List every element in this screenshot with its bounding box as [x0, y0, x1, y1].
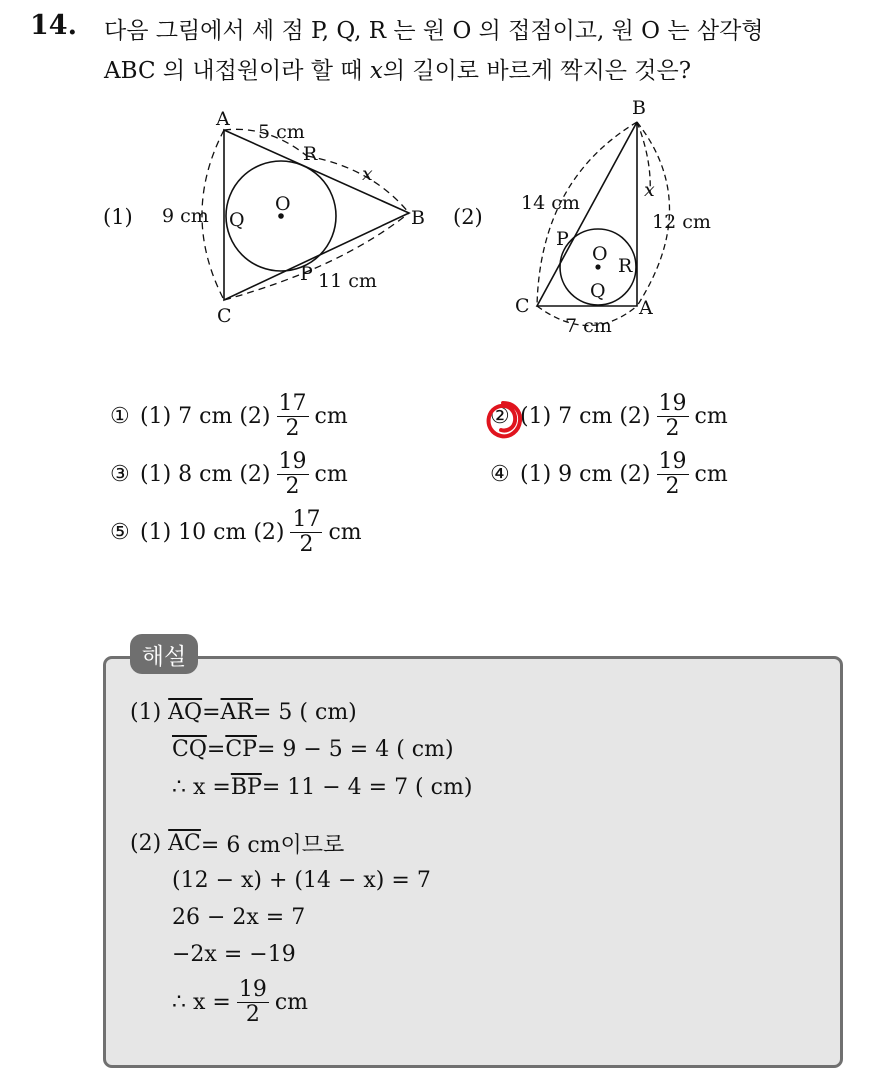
- fig2-label-O: O: [592, 243, 608, 265]
- question-number: 14.: [30, 10, 77, 41]
- option-5[interactable]: [110, 508, 362, 557]
- solution-line-1-3: ∴ x = $\overline{BP}$ = 11 − 4 = 7 ( cm): [172, 775, 473, 800]
- fig2-label-P: P: [556, 228, 569, 250]
- solution-line-2-4: −2x = −19: [172, 942, 296, 967]
- fig1-label-P: P: [300, 263, 313, 285]
- solution-line-2-5: ∴ x = $\frac{19}{2}$ cm: [172, 977, 309, 1027]
- answer-circle-mark: [481, 398, 525, 442]
- fig2-label-A: A: [639, 297, 653, 319]
- fig2-length-BC: 14 cm: [521, 192, 580, 214]
- solution-line-1-2: $\overline{CQ}$ = $\overline{CP}$ = 9 − 5 = 4 ( cm): [172, 737, 454, 762]
- option-5-fraction: $\frac{17}{2}$: [292, 507, 321, 557]
- option-4-unit: cm: [694, 462, 728, 487]
- fig2-length-x: x: [644, 179, 655, 201]
- question-text-line1: 다음 그림에서 세 점 P, Q, R 는 원 O 의 접점이고, 원 O 는 삼각형: [104, 18, 764, 44]
- option-3-fraction: $\frac{19}{2}$: [278, 449, 307, 499]
- option-1-unit: cm: [314, 404, 348, 429]
- option-4-text: (1) 9 cm (2): [520, 462, 651, 487]
- fig1-length-AR: 5 cm: [258, 121, 305, 143]
- fig1-length-CB: 11 cm: [318, 270, 377, 292]
- fig1-length-AC: 9 cm: [162, 205, 209, 227]
- fig1-label-R: R: [303, 143, 318, 165]
- question-text-suffix: 의 길이로 바르게 짝지은 것은?: [382, 58, 692, 84]
- option-1[interactable]: [110, 392, 348, 441]
- option-3-unit: cm: [314, 462, 348, 487]
- option-2[interactable]: [490, 392, 728, 441]
- fig2-label-B: B: [632, 97, 646, 119]
- question-variable: x: [369, 58, 383, 84]
- solution-line-1-1: (1) $\overline{AQ}$ = $\overline{AR}$ = 5 ( cm): [130, 700, 357, 725]
- option-3-text: (1) 8 cm (2): [140, 462, 271, 487]
- fig2-label-R: R: [618, 255, 633, 277]
- option-1-fraction: $\frac{17}{2}$: [278, 391, 307, 441]
- option-5-unit: cm: [328, 520, 362, 545]
- fig2-length-AB: 12 cm: [652, 211, 711, 233]
- solution-line-2-1: (2) $\overline{AC}$ = 6 cm이므로: [130, 831, 345, 858]
- option-1-text: (1) 7 cm (2): [140, 404, 271, 429]
- fig2-label-Q: Q: [590, 280, 606, 302]
- solution-fraction: $\frac{19}{2}$: [238, 977, 267, 1027]
- option-2-fraction: $\frac{19}{2}$: [658, 391, 687, 441]
- option-4-fraction: $\frac{19}{2}$: [658, 449, 687, 499]
- fig2-label-C: C: [515, 295, 530, 317]
- option-1-mark: ①: [110, 404, 130, 429]
- option-3-mark: ③: [110, 462, 130, 487]
- fig1-label-O: O: [275, 193, 291, 215]
- question-text-prefix: ABC 의 내접원이라 할 때: [104, 58, 370, 84]
- figure1-triangle: [103, 108, 425, 327]
- fig1-number: (1): [103, 205, 133, 229]
- fig1-label-B: B: [411, 207, 425, 229]
- option-2-unit: cm: [694, 404, 728, 429]
- option-5-mark: ⑤: [110, 520, 130, 545]
- figures: [0, 0, 884, 360]
- solution-tag: 해설: [130, 634, 198, 674]
- solution-line-2-3: 26 − 2x = 7: [172, 905, 306, 930]
- option-2-text: (1) 7 cm (2): [520, 404, 651, 429]
- fig2-length-CA: 7 cm: [565, 315, 612, 337]
- solution-line-2-2: (12 − x) + (14 − x) = 7: [172, 868, 431, 893]
- figure2-triangle: [453, 97, 711, 337]
- option-4[interactable]: [490, 450, 728, 499]
- fig1-label-A: A: [216, 108, 230, 130]
- fig1-length-x: x: [362, 163, 373, 185]
- option-4-mark: ④: [490, 462, 510, 487]
- fig1-label-Q: Q: [229, 209, 245, 231]
- option-5-text: (1) 10 cm (2): [140, 520, 285, 545]
- option-3[interactable]: [110, 450, 348, 499]
- option-2-mark: ②: [490, 404, 510, 429]
- fig1-label-C: C: [217, 305, 232, 327]
- fig2-number: (2): [453, 205, 483, 229]
